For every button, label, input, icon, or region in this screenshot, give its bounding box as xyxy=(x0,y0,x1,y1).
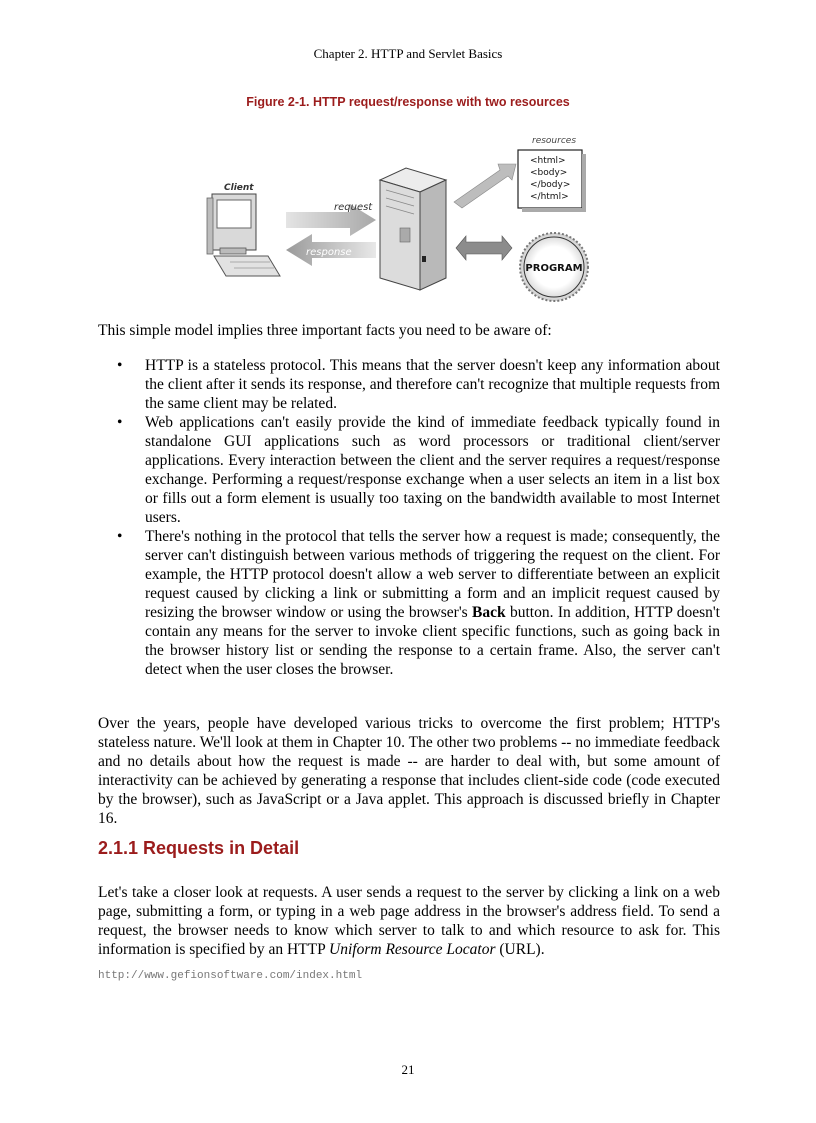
list-item-stateless: • HTTP is a stateless protocol. This means that the server doesn't keep any information about the client after it sends its response, and therefore can't recognize that multiple requests from the same client may be related. xyxy=(98,356,720,413)
html-line-2: <body> xyxy=(530,168,568,178)
client-label: Client xyxy=(224,183,254,193)
running-header: Chapter 2. HTTP and Servlet Basics xyxy=(313,46,503,61)
intro-paragraph: This simple model implies three important facts you need to be aware of: xyxy=(98,322,552,339)
figure-caption: Figure 2-1. HTTP request/response with two resources xyxy=(246,95,570,109)
figure-http-request-response xyxy=(200,128,600,310)
html-line-4: </html> xyxy=(530,192,569,202)
list-item-text-a: There's nothing in the protocol that tells the server how a request is made; consequently, the server can't distinguish between various methods of triggering the request on the client. For example, the HTTP protocol doesn't allow a web server to differentiate between an explicit request caused by clicking a link or submitting a form and an implicit request caused by resizing the browser window or using the browser's xyxy=(145,528,720,621)
resources-label: resources xyxy=(532,136,577,146)
html-line-3: </body> xyxy=(530,180,571,190)
requests-text-a: Let's take a closer look at requests. A user sends a request to the server by clicking a link on a web page, submitting a form, or typing in a web page address in the browser's address field. To send a request, the browser needs to know which server to talk to and which resource to ask for. This information is specified by an HTTP xyxy=(98,884,720,958)
html-line-1: <html> xyxy=(530,156,566,166)
list-item-request-method xyxy=(98,527,720,679)
request-label: request xyxy=(334,202,373,213)
list-item-feedback: • Web applications can't easily provide the kind of immediate feedback typically found in standalone GUI applications such as word processors or traditional client/server applications. Every interaction between the client and the server requires a request/response exchange. Performing a request/response exchange when a user selects an item in a list box or fills out a form element is usually too taxing on the bandwidth available to most Internet users. xyxy=(98,413,720,527)
resources-arrow xyxy=(454,164,516,208)
http-diagram xyxy=(200,128,600,310)
back-button-term: Back xyxy=(472,604,506,621)
tricks-paragraph: Over the years, people have developed various tricks to overcome the first problem; HTTP's stateless nature. We'll look at them in Chapter 10. The other two problems -- no immediate feedback and no details about how the request is made -- are harder to deal with, but some amount of interactivity can be achieved by generating a response that includes client-side code (code executed by the browser), such as JavaScript or a Java applet. This approach is discussed briefly in Chapter 16. xyxy=(98,715,720,827)
list-item-text-b: button. In addition, HTTP doesn't contain any means for the server to invoke client specific functions, such as going back in the browser history list or sending the response to a certain frame. Also, the server can't detect when the user closes the browser. xyxy=(145,604,720,678)
program-label: PROGRAM xyxy=(525,263,583,274)
server-tower-icon xyxy=(380,168,446,290)
page-number: 21 xyxy=(401,1062,415,1077)
client-computer-icon xyxy=(207,194,280,276)
requests-paragraph xyxy=(98,883,720,959)
url-example: http://www.gefionsoftware.com/index.html xyxy=(98,970,363,982)
url-term: Uniform Resource Locator xyxy=(329,941,496,958)
response-label: response xyxy=(306,247,352,258)
program-double-arrow xyxy=(456,236,512,260)
facts-list xyxy=(98,356,720,679)
section-heading: 2.1.1 Requests in Detail xyxy=(98,838,300,858)
requests-text-b: (URL). xyxy=(499,941,545,958)
